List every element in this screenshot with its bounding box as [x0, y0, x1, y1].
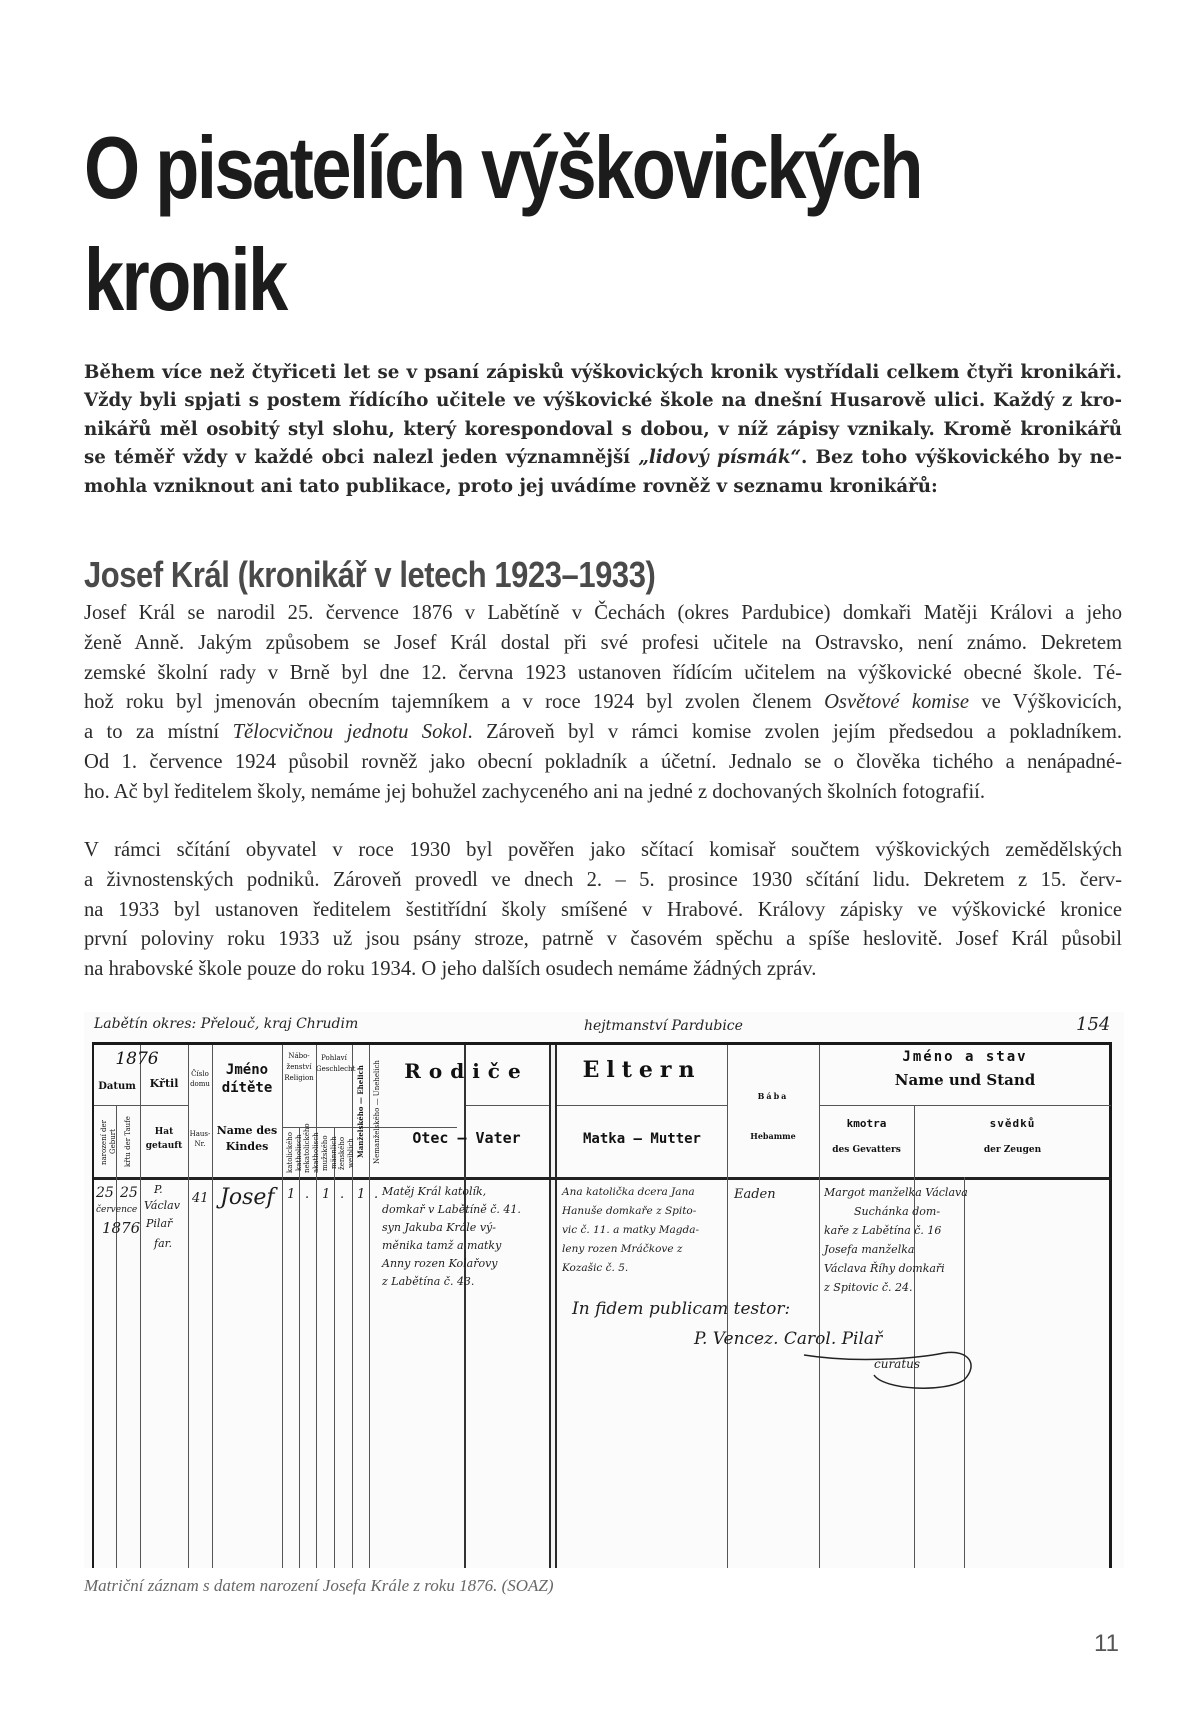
intro-line-text: se téměř vždy v každé obci nalezl jeden významnější [84, 447, 639, 469]
entry-mother-line: Hanuše domkaře z Spito- [562, 1205, 697, 1217]
header-manzelske: Manželského — Ehelich [356, 1065, 365, 1159]
header-nemanzelske: Nemanželského — Unehelich [373, 1060, 381, 1164]
entry-mother-line: leny rozen Mráčkove z [562, 1243, 683, 1255]
header-jmeno-a-stav: Jméno a stav [902, 1049, 1028, 1065]
rule [299, 1127, 300, 1568]
entry-father [382, 1183, 547, 1291]
body-emphasis: Osvětové komise [824, 691, 970, 714]
body-line: první poloviny roku 1933 už jsou psány stroze, patrně v časovém spěchu a spíše heslovitě. Josef Král působil [84, 928, 1122, 951]
entry-father-line: měnika tamž a matky [382, 1239, 502, 1252]
header-des-gevatters: des Gevatters [832, 1145, 901, 1155]
entry-baptized-by: Václav [144, 1199, 180, 1212]
body-text: hož roku byl jmenován obecním tajemníkem a v roce 1924 byl zvolen členem [84, 691, 825, 714]
rule [464, 1045, 466, 1568]
entry-midwife: Eaden [734, 1187, 776, 1202]
entry-mark: . [305, 1187, 310, 1202]
header-nabozenstvi: Nábo-ženství Religion [284, 1052, 314, 1082]
intro-emphasis: „lidový písmák“ [638, 447, 801, 469]
header-jmeno-ditete: Jméno dítěte [221, 1062, 273, 1096]
body-paragraph [84, 836, 1122, 985]
entry-signature-title: curatus [874, 1357, 921, 1371]
header-year: 1876 [115, 1049, 159, 1069]
header-krtu: křtu der Taufe [124, 1116, 132, 1168]
entry-godparents-line: Suchánka dom- [854, 1205, 941, 1218]
entry-mark: 1 [287, 1187, 296, 1202]
body-line: Josef Král se narodil 25. července 1876 v Labětíně v Čechách (okres Pardubice) domkaři Matěji Královi a jeho [84, 602, 1122, 624]
entry-godparents-line: Josefa manželka [824, 1243, 915, 1256]
entry-godparents-line: Václava Říhy domkaři [824, 1262, 945, 1275]
entry-baptized-by: P. [154, 1183, 163, 1196]
header-name-des-kindes: Name des Kindes [216, 1124, 278, 1153]
entry-father-line: Matěj Král katolík, [382, 1185, 487, 1198]
page-number: 11 [1094, 1630, 1119, 1657]
header-eltern: Eltern [582, 1057, 702, 1083]
entry-godparents-line: Margot manželka Václava [824, 1186, 968, 1199]
intro-line: Vždy byli spjati s postem řídícího učitele ve výškovické škole na dnešní Husarově ulici. Každý z kro- [84, 390, 1122, 412]
intro-line: mohla vzniknout ani tato publikace, proto jej uvádíme rovněž v seznamu kronikářů: [84, 475, 938, 497]
header-bottom-rule [94, 1177, 1111, 1180]
header-nekatolicke: nekatolického akatholisch [303, 1123, 320, 1173]
header-krtil: Křtil [149, 1077, 179, 1090]
rule [334, 1127, 335, 1568]
body-paragraph [84, 599, 1122, 808]
body-line: na 1933 byl ustanoven ředitelem šestitřídní školy smíšené v Hrabové. Královy zápisky ve výškovické kronice [84, 898, 1122, 921]
header-muzske: mužského männlich [321, 1135, 338, 1171]
register-table [92, 1042, 1112, 1568]
rule [369, 1045, 370, 1568]
intro-line: nikářů měl osobitý styl slohu, který korespondoval s dobou, v níž zápisy vznikaly. Kromě kronikářů [84, 418, 1122, 440]
header-datum: Datum [98, 1081, 136, 1092]
rule [94, 1105, 188, 1106]
header-matka-mutter: Matka — Mutter [582, 1131, 701, 1147]
entry-signature: P. Vencez. Carol. Pilař [694, 1329, 883, 1349]
rule [819, 1105, 1111, 1106]
entry-baptized-by: far. [154, 1237, 173, 1250]
header-baba: Bába [757, 1091, 789, 1101]
header-kmotra: kmotra [846, 1117, 887, 1130]
header-rodice: Rodiče [404, 1059, 529, 1083]
entry-godparents-line: z Spitovic č. 24. [824, 1281, 913, 1294]
entry-father-line: syn Jakuba Krále vý- [382, 1221, 496, 1234]
rule [282, 1045, 283, 1568]
register-note-right: hejtmanství Pardubice [584, 1018, 743, 1034]
entry-month: července [96, 1205, 138, 1215]
entry-house-no: 41 [192, 1191, 209, 1206]
header-name-und-stand: Name und Stand [894, 1071, 1036, 1089]
entry-father-line: domkař v Labětíně č. 41. [382, 1203, 521, 1216]
intro-line: Během více než čtyřiceti let se v psaní zápisků výškovických kronik vystřídali celkem čtyři kronikáři. [84, 362, 1122, 383]
section-heading: Josef Král (kronikář v letech 1923–1933) [84, 554, 656, 595]
body-line: ho. Ač byl ředitelem školy, nemáme jej bohužel zachyceného ani na jedné z dochovaných školních fotografií. [84, 780, 986, 803]
header-svedku: svědků [989, 1117, 1036, 1130]
header-der-zeugen: der Zeugen [983, 1145, 1042, 1155]
header-pohlavi: Pohlaví Geschlecht [316, 1054, 356, 1073]
register-image [84, 1012, 1124, 1568]
entry-baptized-by: Pilař [146, 1217, 173, 1230]
body-emphasis: Tělocvičnou jednotu Sokol [232, 721, 468, 744]
entry-father-line: z Labětína č. 43. [382, 1275, 475, 1288]
entry-mark: 1 [357, 1187, 366, 1202]
entry-godparents [824, 1183, 1112, 1297]
body-line: Od 1. července 1924 působil rovněž jako obecní pokladník a účetní. Jednalo se o člověka tichého a nenápadné- [84, 750, 1122, 773]
rule [352, 1045, 353, 1568]
body-line [84, 688, 1122, 718]
body-text: ve Výškovicích, [969, 691, 1123, 714]
header-haus-nr: Haus-Nr. [189, 1130, 211, 1148]
body-line: ženě Anně. Jakým způsobem se Josef Král dostal při své profesi učitele na Ostravsko, není známo. Dekretem [84, 631, 1122, 654]
rule [116, 1105, 117, 1568]
intro-line [84, 444, 1122, 472]
entry-attestation: In fidem publicam testor: [572, 1299, 791, 1319]
entry-child-name: Josef [220, 1185, 275, 1210]
header-cislo-domu: Číslo domu [190, 1070, 210, 1088]
register-page-gutter [549, 1045, 557, 1568]
entry-mother-line: vic č. 11. a matky Magda- [562, 1224, 700, 1236]
rule [464, 1105, 549, 1106]
body-line: na hrabovské škole pouze do roku 1934. O jeho dalších osudech nemáme žádných zpráv. [84, 958, 817, 981]
body-line: V rámci sčítání obyvatel v roce 1930 byl pověřen jako sčítací komisař součtem výškovických zemědělských [84, 839, 1122, 861]
entry-mark: 1 [322, 1187, 331, 1202]
body-text: . Zároveň byl v rámci komise zvolen jejím předsedou a pokladníkem. [467, 721, 1123, 744]
register-folio: 154 [1076, 1014, 1111, 1035]
header-otec-vater: Otec — Vater [412, 1129, 521, 1147]
intro-line-text: . Bez toho výškovického by ne- [801, 447, 1122, 469]
rule [557, 1105, 727, 1106]
rule [140, 1045, 141, 1568]
entry-mother [562, 1183, 727, 1278]
body-line: zemské školní rady v Brně byl dne 12. června 1923 ustanoven řídícím učitelem na výškovické obecné škole. Té- [84, 661, 1122, 684]
entry-mother-line: Kozašic č. 5. [562, 1262, 629, 1274]
page-title [84, 112, 921, 336]
header-hat-getauft: Hat getauft [145, 1127, 183, 1151]
header-hebamme: Hebamme [750, 1131, 796, 1141]
figure-caption: Matriční záznam s datem narození Josefa Krále z roku 1876. (SOAZ) [84, 1576, 554, 1595]
entry-year: 1876 [102, 1219, 141, 1237]
entry-mother-line: Ana katolička dcera Jana [562, 1186, 695, 1198]
entry-date-birth: 25 [96, 1185, 114, 1201]
rule [316, 1045, 317, 1568]
entry-godparents-line: kaře z Labětína č. 16 [824, 1224, 942, 1237]
entry-mark: . [374, 1187, 379, 1202]
header-narozeni: narození der Geburt [100, 1119, 117, 1165]
body-text: a to za místní [84, 721, 233, 744]
signature-flourish-icon [794, 1335, 984, 1395]
entry-father-line: Anny rozen Kolařovy [382, 1257, 498, 1270]
intro-paragraph [84, 359, 1122, 501]
header-katolicke: katolického katholisch [286, 1132, 303, 1173]
entry-mark: . [340, 1187, 345, 1202]
rule [188, 1045, 189, 1568]
body-line: a živnostenských podniků. Zároveň provedl ve dnech 2. – 5. prosince 1930 sčítání lidu. Dekretem z 15. červ- [84, 868, 1122, 891]
header-zenske: ženského weiblich [338, 1136, 355, 1170]
body-line [84, 718, 1122, 748]
page-title-line: O pisatelích výškovických [84, 118, 921, 217]
entry-date-baptism: 25 [120, 1185, 138, 1201]
register-note-left: Labětín okres: Přelouč, kraj Chrudim [94, 1016, 359, 1032]
page-title-line: kronik [84, 230, 286, 329]
